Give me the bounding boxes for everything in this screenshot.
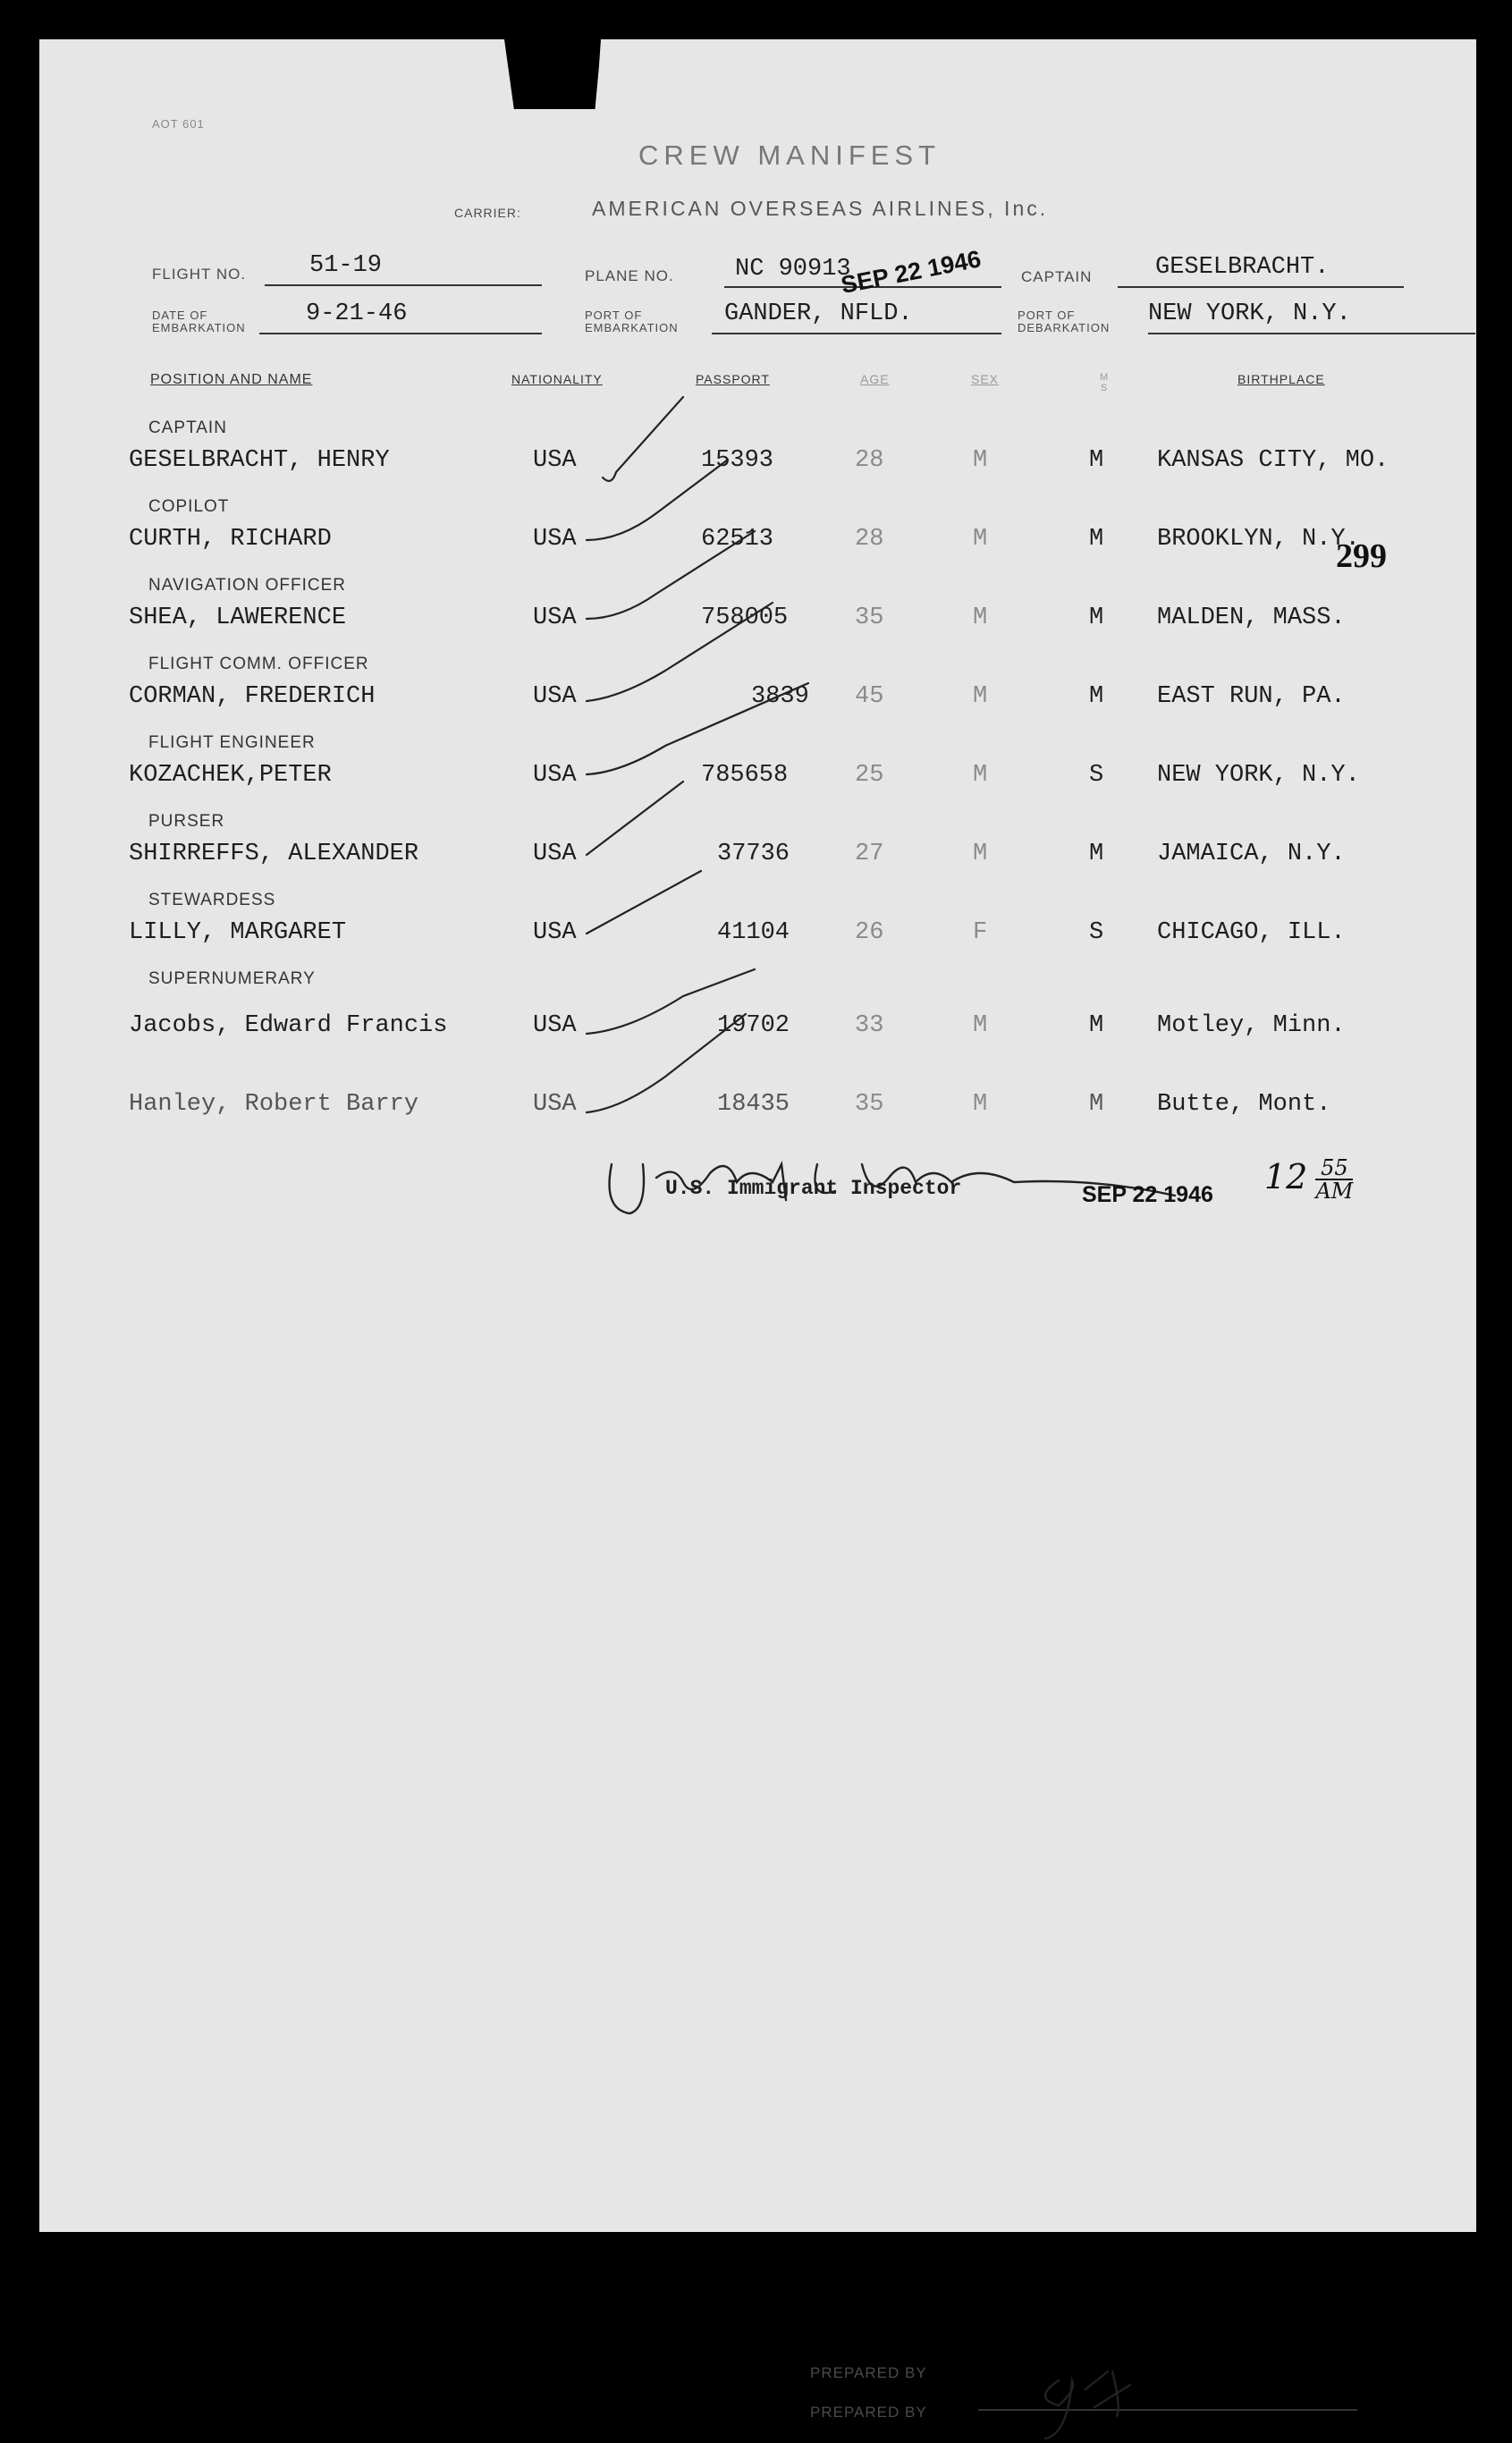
row-birthplace: Butte, Mont.: [1157, 1091, 1331, 1118]
row-nationality: USA: [533, 919, 577, 946]
prepared-by-caption: PREPARED BY: [810, 2364, 927, 2381]
inspection-check-marks: [39, 39, 1476, 1202]
prepared-by-initials: [1023, 2354, 1202, 2443]
embark-port-label-line1: PORT OF: [585, 309, 643, 322]
row-sex: M: [973, 683, 988, 710]
row-nationality: USA: [533, 762, 577, 789]
prepared-by-label: PREPARED BY: [810, 2404, 927, 2421]
row-nationality: USA: [533, 1091, 577, 1118]
row-marital: M: [1089, 683, 1104, 710]
row-marital: S: [1089, 919, 1104, 946]
row-age: 33: [855, 1012, 884, 1039]
row-age: 26: [855, 919, 884, 946]
flight-label: FLIGHT NO.: [152, 266, 247, 283]
row-nationality: USA: [533, 1012, 577, 1039]
header-nationality: NATIONALITY: [511, 372, 603, 386]
row-passport: 15393: [701, 447, 774, 474]
time-note-ampm: AM: [1315, 1179, 1354, 1204]
row-birthplace: KANSAS CITY, MO.: [1157, 447, 1390, 474]
time-note-hour: 12: [1264, 1157, 1308, 1196]
header-passport: PASSPORT: [696, 372, 770, 386]
form-title: CREW MANIFEST: [638, 139, 942, 171]
row-birthplace: Motley, Minn.: [1157, 1012, 1346, 1039]
header-marital-line1: M: [1100, 372, 1110, 383]
row-name: GESELBRACHT, HENRY: [129, 447, 390, 474]
row-marital: M: [1089, 604, 1104, 631]
time-note-minutes: [1315, 1157, 1353, 1202]
row-position: CAPTAIN: [148, 418, 227, 437]
row-nationality: USA: [533, 841, 577, 867]
manifest-sheet: [39, 39, 1476, 2421]
row-position: SUPERNUMERARY: [148, 969, 316, 988]
debark-port-label-line2: DEBARKATION: [1018, 321, 1111, 334]
row-sex: M: [973, 447, 988, 474]
row-name: CORMAN, FREDERICH: [129, 683, 376, 710]
row-passport: 19702: [717, 1012, 790, 1039]
row-position: STEWARDESS: [148, 891, 276, 909]
received-stamp-top: SEP 22 1946: [839, 245, 984, 300]
row-nationality: USA: [533, 447, 577, 474]
row-name: SHIRREFFS, ALEXANDER: [129, 841, 419, 867]
row-sex: M: [973, 1091, 988, 1118]
row-sex: M: [973, 1012, 988, 1039]
embark-port-label-line2: EMBARKATION: [585, 321, 679, 334]
row-sex: M: [973, 526, 988, 553]
row-age: 35: [855, 1091, 884, 1118]
row-name: LILLY, MARGARET: [129, 919, 347, 946]
row-birthplace: JAMAICA, N.Y.: [1157, 841, 1346, 867]
row-passport: 62513: [701, 526, 774, 553]
row-age: 28: [855, 447, 884, 474]
row-position: COPILOT: [148, 497, 230, 516]
received-stamp-bottom: SEP 22 1946: [1082, 1182, 1213, 1207]
inspector-title: U.S. Immigrant Inspector: [665, 1177, 962, 1200]
carrier-label: CARRIER:: [454, 206, 521, 220]
embark-date-value: 9-21-46: [306, 300, 408, 327]
row-passport: 758005: [701, 604, 789, 631]
row-age: 25: [855, 762, 884, 789]
row-sex: M: [973, 604, 988, 631]
embark-date-label-line2: EMBARKATION: [152, 321, 246, 334]
time-note-min: 55: [1315, 1157, 1353, 1180]
row-marital: M: [1089, 1091, 1104, 1118]
debark-port-label-line1: PORT OF: [1018, 309, 1076, 322]
row-birthplace: MALDEN, MASS.: [1157, 604, 1346, 631]
row-marital: M: [1089, 841, 1104, 867]
row-marital: S: [1089, 762, 1104, 789]
header-age: AGE: [860, 372, 890, 386]
row-sex: M: [973, 841, 988, 867]
captain-value: GESELBRACHT.: [1155, 254, 1330, 281]
carrier-value: AMERICAN OVERSEAS AIRLINES, Inc.: [592, 197, 1049, 220]
plane-label: PLANE NO.: [585, 267, 674, 284]
header-sex: SEX: [971, 372, 1000, 386]
embark-port-value: GANDER, NFLD.: [724, 300, 913, 327]
row-birthplace: BROOKLYN, N.Y.: [1157, 526, 1360, 553]
row-birthplace: NEW YORK, N.Y.: [1157, 762, 1360, 789]
page-number: 299: [1336, 537, 1387, 575]
row-nationality: USA: [533, 683, 577, 710]
row-position: FLIGHT COMM. OFFICER: [148, 655, 369, 673]
row-passport: 3839: [751, 683, 809, 710]
row-sex: F: [973, 919, 988, 946]
row-passport: 785658: [701, 762, 789, 789]
row-name: Hanley, Robert Barry: [129, 1091, 419, 1118]
row-sex: M: [973, 762, 988, 789]
row-age: 35: [855, 604, 884, 631]
header-marital-line2: S: [1100, 383, 1109, 393]
row-passport: 37736: [717, 841, 790, 867]
time-note: [1264, 1157, 1353, 1202]
row-name: SHEA, LAWERENCE: [129, 604, 347, 631]
header-position-name: POSITION AND NAME: [150, 372, 313, 387]
row-passport: 18435: [717, 1091, 790, 1118]
row-position: PURSER: [148, 812, 225, 831]
row-nationality: USA: [533, 526, 577, 553]
row-marital: M: [1089, 447, 1104, 474]
row-age: 27: [855, 841, 884, 867]
row-passport: 41104: [717, 919, 790, 946]
row-marital: M: [1089, 1012, 1104, 1039]
form-code: AOT 601: [152, 117, 205, 131]
debark-port-value: NEW YORK, N.Y.: [1148, 300, 1351, 327]
row-age: 28: [855, 526, 884, 553]
row-marital: M: [1089, 526, 1104, 553]
embark-date-label-line1: DATE OF: [152, 309, 208, 322]
row-position: FLIGHT ENGINEER: [148, 733, 316, 752]
captain-label: CAPTAIN: [1021, 268, 1093, 285]
flight-value: 51-19: [309, 252, 383, 279]
row-name: CURTH, RICHARD: [129, 526, 332, 553]
row-nationality: USA: [533, 604, 577, 631]
header-birthplace: BIRTHPLACE: [1237, 372, 1325, 386]
row-position: NAVIGATION OFFICER: [148, 576, 347, 595]
row-age: 45: [855, 683, 884, 710]
row-birthplace: EAST RUN, PA.: [1157, 683, 1346, 710]
row-name: Jacobs, Edward Francis: [129, 1012, 448, 1039]
row-name: KOZACHEK,PETER: [129, 762, 332, 789]
plane-value: NC 90913: [735, 256, 851, 283]
row-birthplace: CHICAGO, ILL.: [1157, 919, 1346, 946]
